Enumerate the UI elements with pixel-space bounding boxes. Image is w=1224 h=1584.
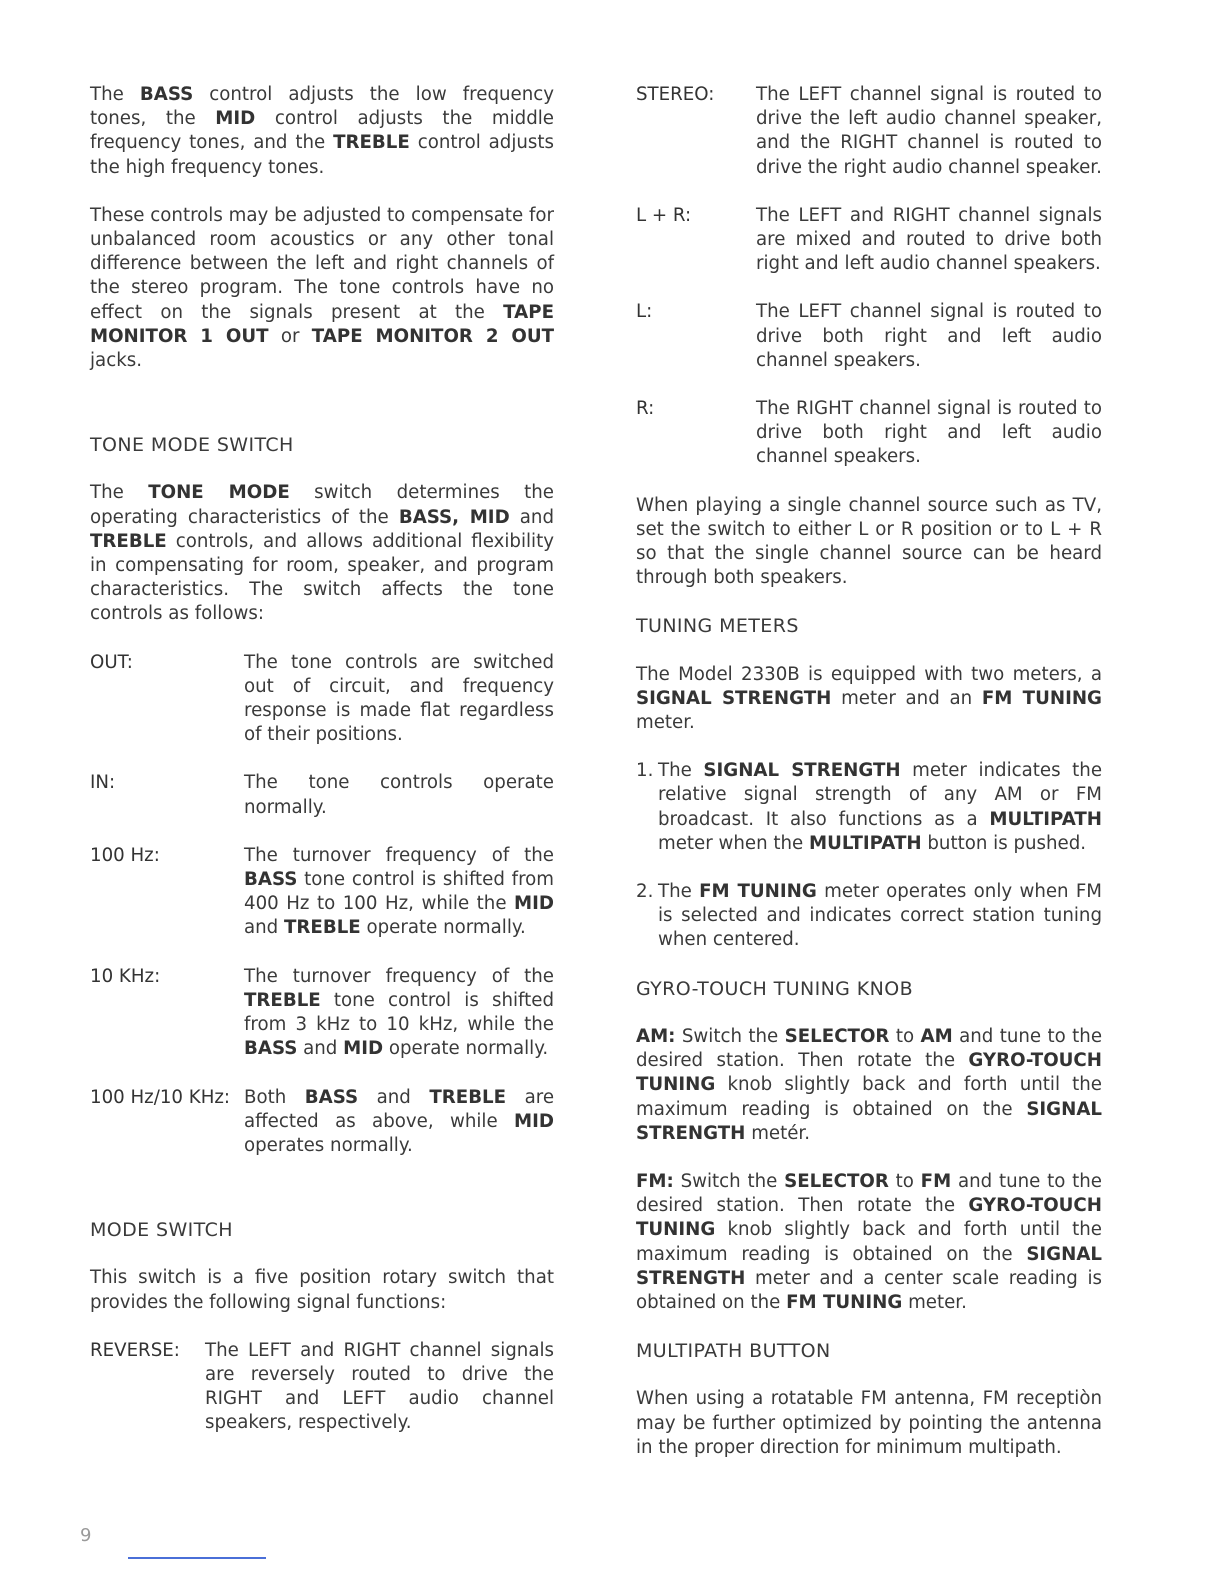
- text-run: meter indicates the relative signal strength of any AM or FM broadcast. It also functions as a: [658, 760, 1103, 830]
- emphasis-text: BASS, MID: [398, 506, 510, 528]
- definition-term: L + R:: [636, 204, 692, 226]
- text-run: and tune to the desired station. Then rotate the: [636, 1025, 1103, 1072]
- emphasis-text: TREBLE: [244, 989, 321, 1011]
- emphasis-text: BASS: [304, 1086, 359, 1108]
- definition-description: [756, 300, 1102, 373]
- text-run: control adjusts the middle frequency tones, and the: [90, 108, 554, 154]
- definition-row: [90, 1086, 554, 1159]
- list-item-number: 1.: [636, 760, 654, 782]
- emphasis-text: TREBLE: [333, 132, 410, 154]
- definition-description: [756, 397, 1102, 470]
- emphasis-text: TAPE MONITOR 1 OUT: [90, 301, 554, 347]
- text-run: switch determines the operating characteristics of the: [90, 482, 554, 528]
- emphasis-text: FM:: [636, 1170, 674, 1192]
- text-run: These controls may be adjusted to compensate for unbalanced room acoustics or any other tonal difference between the left and right channels of the stereo program. The tone controls have no effect on the signals present at the: [90, 204, 554, 323]
- text-run: The LEFT and RIGHT channel signals are mixed and routed to drive both right and left audio channel speakers.: [756, 204, 1102, 275]
- definition-term: 100 Hz/10 KHz:: [90, 1086, 231, 1108]
- text-run: operate normally.: [383, 1038, 549, 1060]
- text-run: and: [358, 1086, 430, 1108]
- definition-description: [244, 965, 554, 1062]
- emphasis-text: MULTIPATH: [809, 832, 922, 854]
- definition-row: [636, 300, 1102, 373]
- mode-switch-definitions-right: [636, 83, 1102, 470]
- emphasis-text: MID: [343, 1038, 384, 1060]
- gyro-touch-heading: GYRO-TOUCH TUNING KNOB: [636, 977, 914, 1000]
- definition-row: [90, 1339, 554, 1436]
- definition-row: [90, 771, 554, 819]
- text-run: The turnover frequency of the: [244, 844, 554, 866]
- emphasis-text: SIGNAL STRENGTH: [636, 1243, 1102, 1289]
- page-number: 9: [80, 1525, 92, 1546]
- text-run: or: [268, 325, 312, 347]
- definition-row: [636, 204, 1102, 277]
- text-run: When playing a single channel source such as TV, set the switch to either L or R position or to L + R so that the single channel source can be heard through both speakers.: [636, 494, 1102, 589]
- gyro-touch-fm-paragraph: [636, 1170, 1102, 1315]
- mode-switch-heading: MODE SWITCH: [90, 1219, 233, 1242]
- text-run: The turnover frequency of the: [244, 965, 554, 987]
- text-run: knob slightly back and forth until the maximum reading is obtained on the: [636, 1074, 1102, 1120]
- definition-term: 10 KHz:: [90, 965, 161, 987]
- emphasis-text: TONE MODE: [148, 482, 290, 504]
- mode-switch-definitions-left: [90, 1339, 554, 1436]
- emphasis-text: SELECTOR: [784, 1025, 890, 1047]
- emphasis-text: MID: [215, 108, 256, 130]
- definition-row: [90, 965, 554, 1062]
- emphasis-text: FM TUNING: [981, 687, 1102, 709]
- text-run: When using a rotatable FM antenna, FM receptiòn may be further optimized by pointing the antenna in the proper direction for minimum multipath.: [636, 1388, 1102, 1458]
- emphasis-text: FM: [920, 1170, 952, 1192]
- text-run: are affected as above, while: [244, 1086, 555, 1132]
- text-run: The RIGHT channel signal is routed to drive both right and left audio channel speakers.: [756, 398, 1102, 468]
- emphasis-text: GYRO-TOUCH TUNING: [636, 1050, 1102, 1096]
- text-run: meter.: [636, 712, 695, 734]
- text-run: Both: [244, 1086, 305, 1108]
- footer-rule: [128, 1557, 266, 1559]
- emphasis-text: MID: [514, 1110, 554, 1132]
- text-run: The LEFT channel signal is routed to drive both right and left audio channel speakers.: [756, 301, 1102, 371]
- list-item-text: [658, 880, 1102, 953]
- emphasis-text: SELECTOR: [784, 1170, 889, 1192]
- text-run: tone control is shifted from 3 kHz to 10 kHz, while the: [244, 989, 554, 1036]
- text-run: The: [90, 84, 140, 105]
- text-run: The tone controls operate normally.: [244, 772, 554, 818]
- text-run: This switch is a five position rotary switch that provides the following signal functions:: [90, 1267, 554, 1313]
- text-run: and: [244, 917, 284, 939]
- text-run: The LEFT channel signal is routed to drive the left audio channel speaker, and the RIGHT channel is routed to drive the right audio channel speaker.: [756, 84, 1102, 178]
- definition-row: [636, 397, 1102, 470]
- text-run: meter.: [902, 1291, 967, 1313]
- emphasis-text: TAPE MONITOR 2 OUT: [311, 325, 555, 347]
- text-run: Switch the: [673, 1170, 785, 1192]
- text-run: The: [658, 881, 700, 903]
- list-item-number: 2.: [636, 881, 654, 903]
- gyro-touch-am-paragraph: [636, 1025, 1102, 1146]
- definition-term: R:: [636, 398, 655, 420]
- text-run: meter and an: [831, 687, 982, 709]
- emphasis-text: TREBLE: [429, 1086, 507, 1108]
- text-run: meter and a center scale reading is obtained on the: [636, 1267, 1102, 1313]
- text-run: Switch the: [675, 1025, 785, 1047]
- definition-description: [244, 844, 554, 941]
- left-column: [90, 83, 554, 1460]
- text-run: and: [297, 1038, 344, 1060]
- multipath-button-heading: MULTIPATH BUTTON: [636, 1340, 831, 1363]
- emphasis-text: SIGNAL STRENGTH: [703, 760, 901, 782]
- text-run: meter when the: [658, 832, 810, 854]
- emphasis-text: FM TUNING: [699, 881, 817, 903]
- tone-mode-switch-heading: TONE MODE SWITCH: [90, 434, 294, 457]
- emphasis-text: TREBLE: [284, 917, 361, 939]
- text-run: The tone controls are switched out of circuit, and frequency response is made flat regardless of their positions.: [244, 651, 554, 746]
- emphasis-text: FM TUNING: [786, 1291, 903, 1313]
- definition-term: REVERSE:: [90, 1339, 180, 1361]
- definition-term: OUT:: [90, 651, 133, 673]
- emphasis-text: GYRO-TOUCH TUNING: [636, 1195, 1102, 1241]
- mode-switch-intro-paragraph: [90, 1266, 554, 1314]
- definition-term: STEREO:: [636, 84, 715, 105]
- tuning-meters-heading: TUNING METERS: [636, 615, 799, 638]
- text-run: The Model 2330B is equipped with two meters, a: [636, 663, 1102, 685]
- definition-description: [205, 1339, 554, 1436]
- text-run: metér.: [745, 1122, 811, 1144]
- tuning-meters-list: [636, 759, 1102, 952]
- text-run: The LEFT and RIGHT channel signals are reversely routed to drive the RIGHT and LEFT audio channel speakers, respectively.: [205, 1339, 554, 1434]
- definition-description: [244, 771, 554, 819]
- emphasis-text: AM:: [636, 1025, 676, 1047]
- definition-row: [636, 83, 1102, 180]
- text-run: jacks.: [90, 350, 142, 372]
- right-column: [636, 83, 1102, 1484]
- text-run: The: [90, 482, 149, 504]
- tone-mode-intro-paragraph: [90, 481, 554, 626]
- emphasis-text: AM: [920, 1025, 953, 1047]
- emphasis-text: BASS: [244, 1038, 298, 1060]
- tuning-meters-intro: [636, 663, 1102, 736]
- text-run: and: [509, 506, 555, 528]
- text-run: operates normally.: [244, 1134, 413, 1156]
- text-run: to: [888, 1170, 921, 1192]
- definition-description: [756, 83, 1102, 180]
- multipath-paragraph: [636, 1387, 1102, 1460]
- emphasis-text: MULTIPATH: [989, 808, 1102, 830]
- definition-description: [756, 204, 1102, 277]
- tone-mode-definitions: [90, 651, 554, 1158]
- text-run: The: [658, 760, 704, 782]
- text-run: and tune to the desired station. Then rotate the: [636, 1170, 1102, 1217]
- definition-description: [244, 651, 554, 748]
- text-run: meter operates only when FM is selected and indicates correct station tuning when centered.: [658, 881, 1103, 951]
- definition-row: [90, 844, 554, 941]
- text-run: to: [889, 1025, 921, 1047]
- emphasis-text: SIGNAL STRENGTH: [636, 687, 832, 709]
- definition-term: 100 Hz:: [90, 844, 160, 866]
- text-run: button is pushed.: [921, 832, 1087, 854]
- text-run: tone control is shifted from 400 Hz to 100 Hz, while the: [244, 869, 554, 915]
- emphasis-text: MID: [514, 893, 554, 915]
- text-run: controls, and allows additional flexibility in compensating for room, speaker, and program characteristics. The switch affects the tone controls as follows:: [90, 530, 554, 625]
- emphasis-text: BASS: [139, 84, 194, 105]
- text-run: knob slightly back and forth until the maximum reading is obtained on the: [636, 1219, 1102, 1265]
- definition-description: [244, 1086, 554, 1159]
- text-run: operate normally.: [360, 917, 526, 939]
- emphasis-text: SIGNAL STRENGTH: [636, 1098, 1102, 1144]
- definition-term: L:: [636, 301, 653, 323]
- definition-row: [90, 651, 554, 748]
- text-run: control adjusts the low frequency tones, the: [90, 84, 554, 130]
- list-item-text: [658, 759, 1102, 856]
- definition-term: IN:: [90, 772, 116, 794]
- emphasis-text: BASS: [244, 869, 298, 891]
- list-item: [636, 759, 1102, 856]
- tone-controls-compensate-paragraph: [90, 204, 554, 373]
- list-item: [636, 880, 1102, 953]
- emphasis-text: TREBLE: [90, 530, 167, 552]
- bass-mid-treble-paragraph: [90, 83, 554, 180]
- single-channel-note: [636, 494, 1102, 591]
- text-run: control adjusts the high frequency tones.: [90, 132, 554, 178]
